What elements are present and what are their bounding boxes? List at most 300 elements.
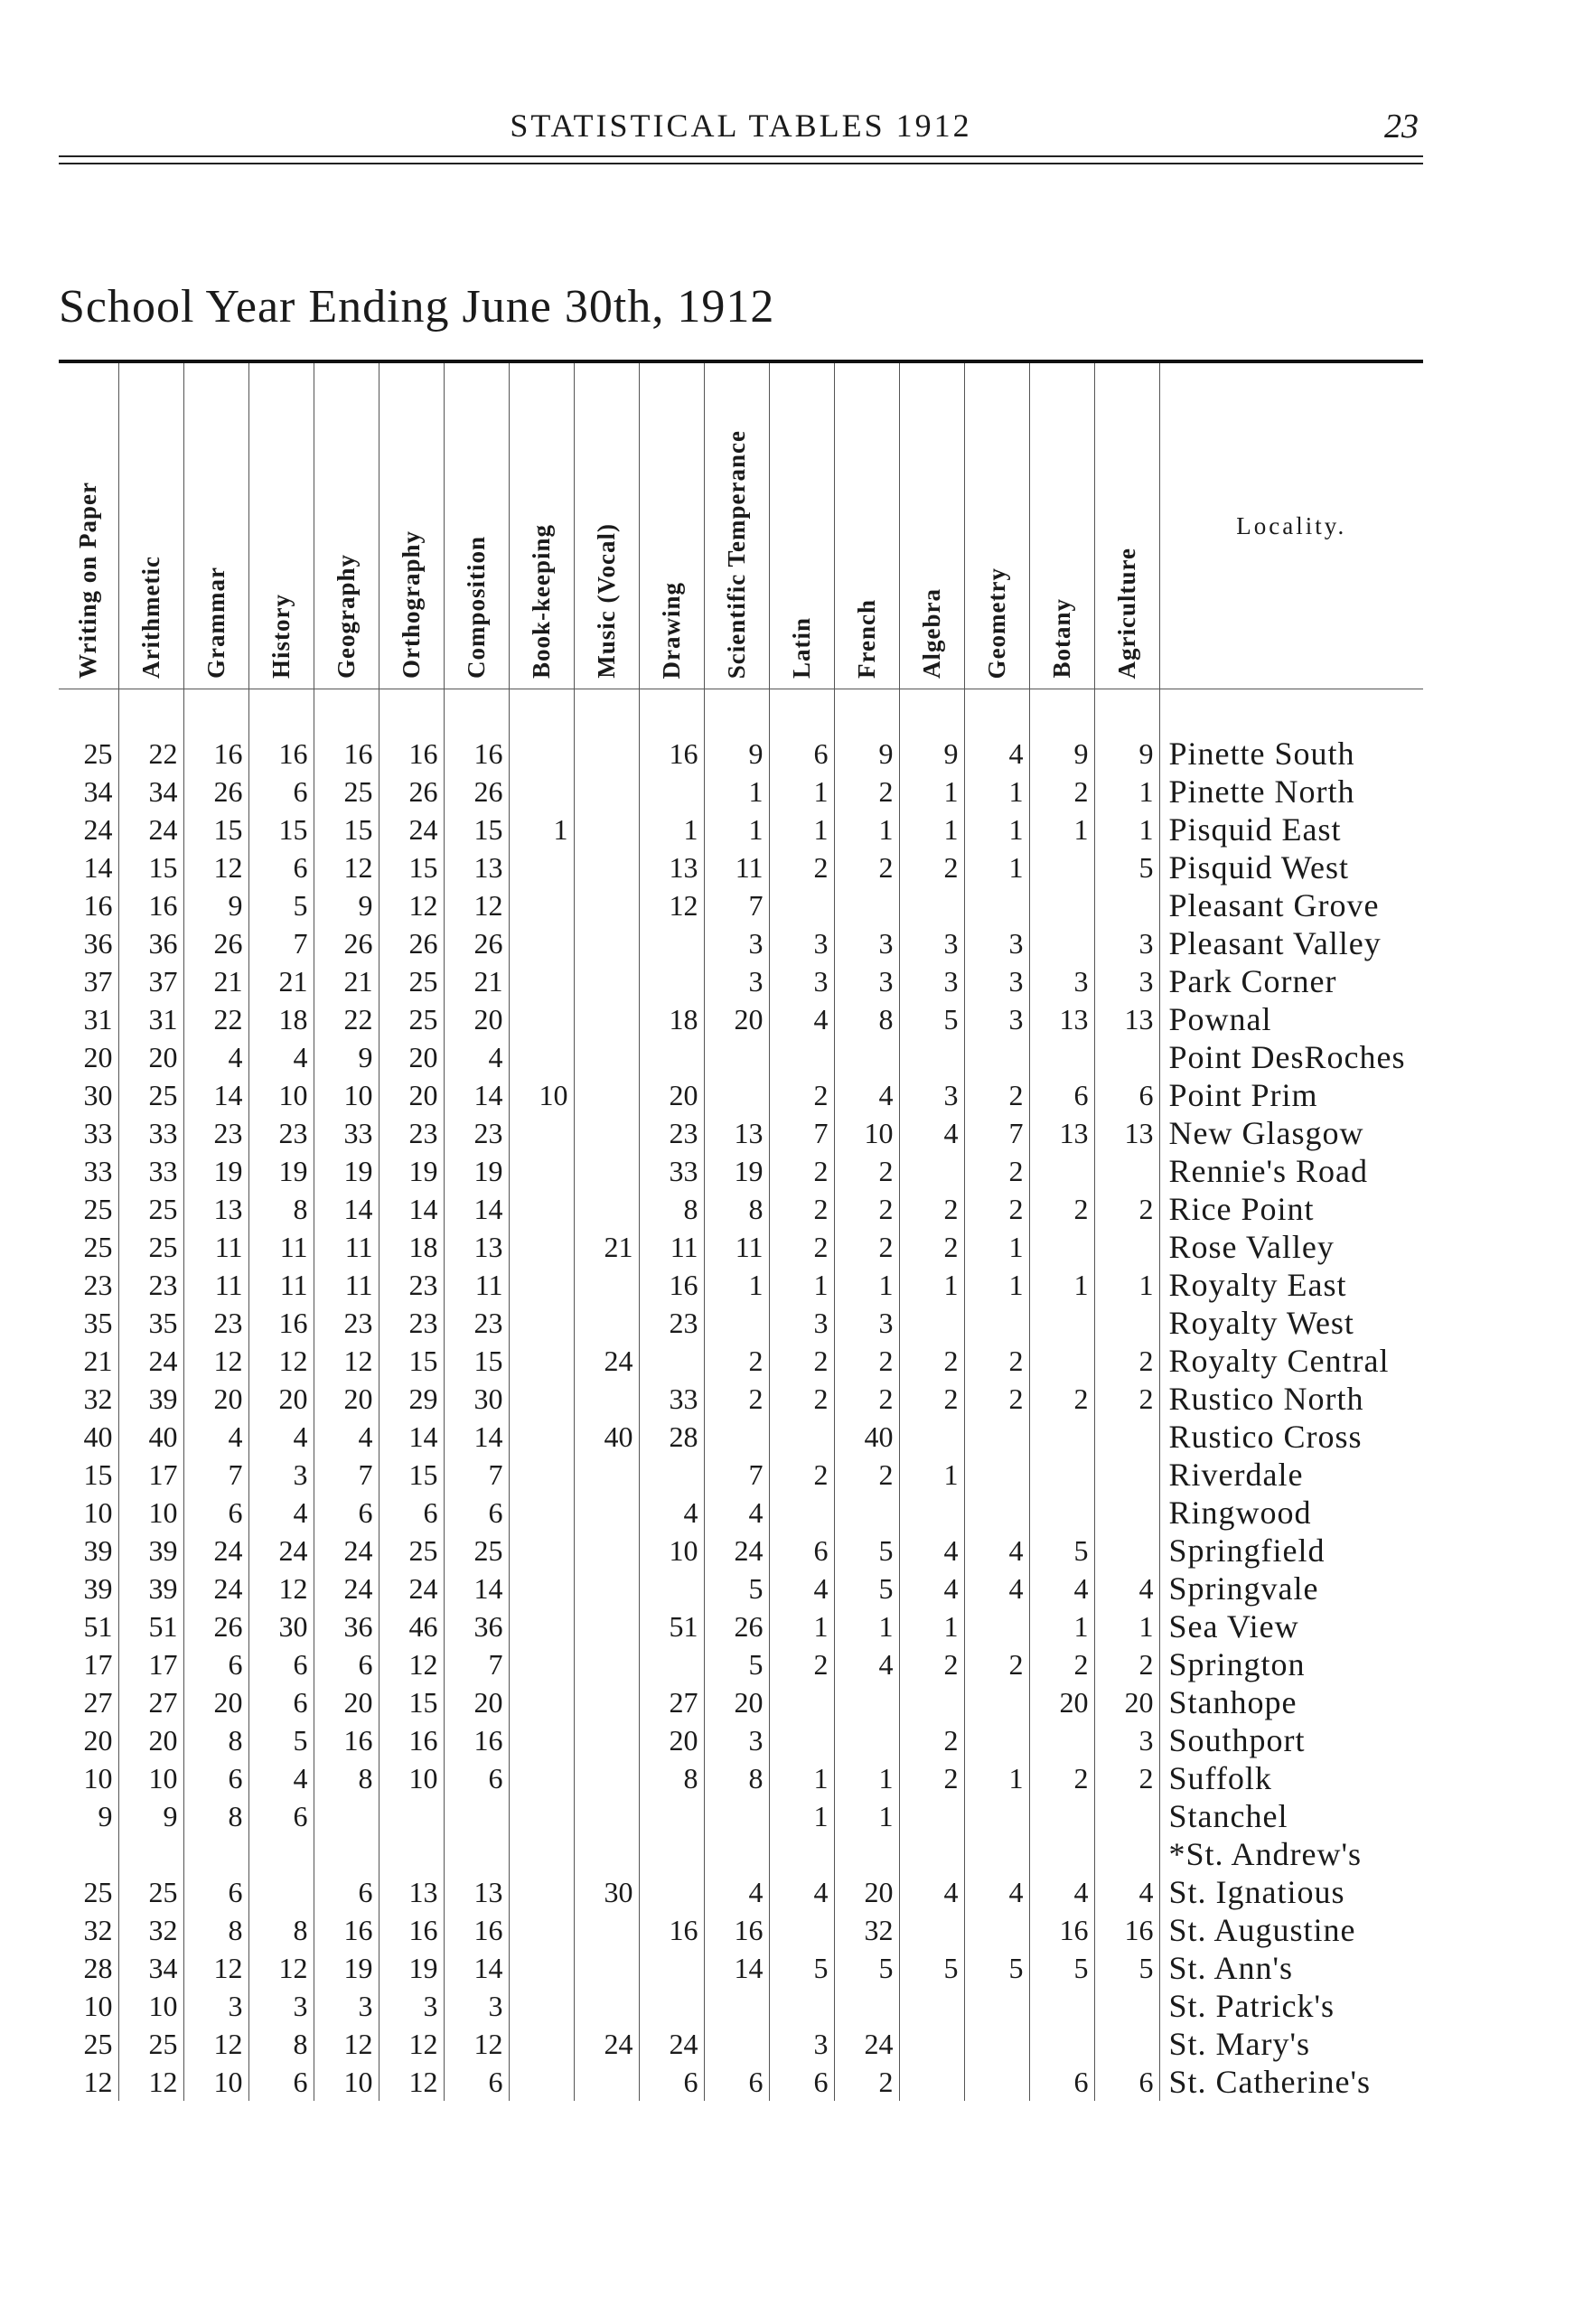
table-cell: 17: [118, 1456, 183, 1494]
table-row: [59, 1532, 1423, 1570]
locality-cell: Springvale: [1159, 1570, 1423, 1607]
table-cell: 6: [769, 2063, 834, 2101]
table-cell: 12: [183, 1342, 248, 1380]
table-cell: [1094, 1418, 1159, 1456]
table-cell: [574, 1076, 639, 1114]
table-cell: 25: [118, 2025, 183, 2063]
table-cell: 12: [183, 1949, 248, 1987]
table-cell: 3: [1094, 962, 1159, 1000]
table-cell: 2: [834, 1228, 899, 1266]
table-cell: 23: [83, 1268, 113, 1301]
table-cell: [1094, 1038, 1159, 1076]
table-cell: [574, 1380, 639, 1418]
table-cell: 1: [769, 1759, 834, 1797]
table-cell: 5: [769, 1949, 834, 1987]
column-header: [899, 361, 964, 689]
table-cell: [704, 2025, 769, 2063]
table-cell: 15: [118, 848, 183, 886]
table-cell: 10: [118, 1987, 183, 2025]
column-header-label: Writing on Paper: [74, 482, 102, 679]
table-cell: [834, 1038, 899, 1076]
locality-cell: Point DesRoches: [1159, 1038, 1423, 1076]
table-cell: 19: [444, 1152, 509, 1190]
table-cell: 18: [639, 1000, 704, 1038]
table-cell: 2: [769, 1152, 834, 1190]
table-cell: 16: [379, 689, 444, 773]
table-cell: 13: [704, 1114, 769, 1152]
table-cell: 13: [183, 1190, 248, 1228]
table-cell: 6: [1094, 2063, 1159, 2101]
table-cell: 20: [444, 1683, 509, 1721]
table-cell: 23: [118, 1266, 183, 1304]
table-cell: 16: [444, 689, 509, 773]
table-cell: 2: [769, 1342, 834, 1380]
table-cell: [964, 1456, 1029, 1494]
table-row: [59, 1000, 1423, 1038]
statistics-table-container: [59, 360, 1423, 2100]
column-header: [183, 361, 248, 689]
table-cell: 2: [1094, 1380, 1159, 1418]
table-cell: [769, 1683, 834, 1721]
table-cell: 35: [83, 1306, 113, 1339]
locality-cell: St. Mary's: [1159, 2025, 1423, 2063]
table-cell: 26: [704, 1607, 769, 1645]
table-cell: 14: [444, 1949, 509, 1987]
table-cell: 2: [964, 1645, 1029, 1683]
table-cell: 20: [314, 1380, 379, 1418]
table-cell: 25: [83, 1192, 113, 1225]
table-cell: [574, 1190, 639, 1228]
table-cell: 26: [379, 773, 444, 811]
table-cell: 11: [704, 1228, 769, 1266]
table-cell: 20: [183, 1683, 248, 1721]
table-cell: 10: [834, 1114, 899, 1152]
table-cell: 3: [964, 962, 1029, 1000]
table-cell: [574, 811, 639, 848]
table-cell: [769, 886, 834, 924]
table-cell: 2: [1094, 1342, 1159, 1380]
table-cell: 10: [83, 1495, 113, 1529]
table-cell: 10: [314, 1076, 379, 1114]
table-cell: 18: [248, 1000, 314, 1038]
table-cell: 40: [83, 1420, 113, 1453]
table-row: [59, 2025, 1423, 2063]
table-cell: 26: [444, 773, 509, 811]
table-cell: 8: [704, 1759, 769, 1797]
table-cell: 11: [183, 1266, 248, 1304]
table-cell: 25: [118, 1190, 183, 1228]
table-cell: 25: [314, 773, 379, 811]
table-cell: 4: [834, 1645, 899, 1683]
table-cell: 9: [98, 1799, 113, 1832]
table-cell: [574, 1570, 639, 1607]
table-cell: 3: [704, 924, 769, 962]
table-cell: [248, 1835, 314, 1873]
table-cell: [1029, 1835, 1094, 1873]
table-cell: [574, 924, 639, 962]
table-cell: 1: [964, 1228, 1029, 1266]
table-cell: 13: [444, 848, 509, 886]
table-cell: 25: [83, 2027, 113, 2060]
locality-cell: Point Prim: [1159, 1076, 1423, 1114]
table-cell: 33: [83, 1116, 113, 1149]
table-cell: 1: [509, 811, 574, 848]
table-cell: 15: [314, 811, 379, 848]
table-cell: 10: [118, 1759, 183, 1797]
table-cell: 1: [899, 1456, 964, 1494]
table-cell: 21: [83, 1344, 113, 1377]
table-cell: 10: [639, 1532, 704, 1570]
locality-cell: Pinette North: [1159, 773, 1423, 811]
table-cell: 26: [183, 924, 248, 962]
table-cell: 8: [314, 1759, 379, 1797]
table-cell: 2: [899, 1342, 964, 1380]
table-cell: 5: [1029, 1949, 1094, 1987]
column-header-label: Agriculture: [1112, 547, 1140, 679]
table-cell: [964, 2063, 1029, 2101]
table-cell: 2: [704, 1342, 769, 1380]
table-cell: 3: [769, 2025, 834, 2063]
table-cell: 2: [834, 1456, 899, 1494]
table-cell: 14: [444, 1076, 509, 1114]
table-cell: 10: [83, 1989, 113, 2022]
table-cell: 4: [964, 689, 1029, 773]
table-cell: 14: [444, 1570, 509, 1607]
table-cell: 15: [379, 1456, 444, 1494]
table-cell: 2: [834, 1190, 899, 1228]
table-cell: 6: [444, 1494, 509, 1532]
table-cell: 3: [379, 1987, 444, 2025]
table-cell: 20: [834, 1873, 899, 1911]
table-cell: [704, 1076, 769, 1114]
table-cell: [1029, 2025, 1094, 2063]
table-cell: 4: [183, 1038, 248, 1076]
table-cell: [314, 1835, 379, 1873]
table-cell: [769, 1911, 834, 1949]
column-header: [834, 361, 899, 689]
table-cell: 4: [1029, 1873, 1094, 1911]
table-cell: 12: [248, 1342, 314, 1380]
table-cell: [964, 886, 1029, 924]
table-cell: 2: [704, 1380, 769, 1418]
table-row: [59, 1987, 1423, 2025]
table-cell: 1: [704, 811, 769, 848]
table-cell: 8: [183, 1797, 248, 1835]
locality-cell: Rennie's Road: [1159, 1152, 1423, 1190]
locality-cell: Pleasant Valley: [1159, 924, 1423, 962]
table-cell: 9: [899, 689, 964, 773]
table-cell: 9: [314, 886, 379, 924]
column-header-label: Arithmetic: [136, 556, 164, 679]
table-cell: 39: [118, 1380, 183, 1418]
table-cell: 19: [183, 1152, 248, 1190]
table-cell: 33: [639, 1380, 704, 1418]
table-cell: [834, 1494, 899, 1532]
table-cell: [574, 1304, 639, 1342]
table-cell: [509, 1038, 574, 1076]
table-cell: 2: [1094, 1645, 1159, 1683]
table-cell: 12: [639, 886, 704, 924]
table-cell: 15: [444, 1342, 509, 1380]
table-cell: 30: [574, 1873, 639, 1911]
table-row: [59, 1456, 1423, 1494]
table-cell: 26: [314, 924, 379, 962]
table-cell: 23: [379, 1304, 444, 1342]
table-cell: 8: [248, 1911, 314, 1949]
table-cell: 23: [183, 1114, 248, 1152]
table-cell: 3: [248, 1987, 314, 2025]
table-cell: 12: [314, 2025, 379, 2063]
column-header-label: Orthography: [397, 529, 425, 679]
table-row: [59, 2063, 1423, 2101]
table-cell: 7: [704, 1456, 769, 1494]
table-cell: 18: [379, 1228, 444, 1266]
table-cell: [509, 1000, 574, 1038]
table-cell: 1: [1094, 1266, 1159, 1304]
table-cell: 1: [639, 811, 704, 848]
table-row: [59, 1873, 1423, 1911]
table-cell: 33: [118, 1114, 183, 1152]
table-cell: 9: [183, 886, 248, 924]
table-cell: 21: [314, 962, 379, 1000]
table-cell: 5: [704, 1645, 769, 1683]
table-cell: [574, 1266, 639, 1304]
table-cell: [1094, 1152, 1159, 1190]
table-cell: [1029, 924, 1094, 962]
table-row: [59, 1190, 1423, 1228]
table-cell: 24: [379, 811, 444, 848]
locality-cell: Royalty East: [1159, 1266, 1423, 1304]
table-cell: 7: [248, 924, 314, 962]
table-cell: [899, 1038, 964, 1076]
header-rule-bottom: [59, 163, 1423, 164]
table-cell: 20: [83, 1723, 113, 1757]
table-cell: 17: [118, 1645, 183, 1683]
table-cell: 36: [314, 1607, 379, 1645]
table-cell: [639, 773, 704, 811]
table-cell: 20: [83, 1040, 113, 1073]
table-cell: 16: [1029, 1911, 1094, 1949]
table-cell: 7: [314, 1456, 379, 1494]
table-cell: 9: [704, 689, 769, 773]
table-cell: [964, 1683, 1029, 1721]
table-cell: 2: [899, 1190, 964, 1228]
table-cell: [964, 1607, 1029, 1645]
table-cell: 6: [704, 2063, 769, 2101]
table-cell: [899, 1304, 964, 1342]
table-cell: 21: [183, 962, 248, 1000]
table-cell: [574, 848, 639, 886]
table-cell: [509, 1456, 574, 1494]
table-cell: 6: [248, 1645, 314, 1683]
table-cell: 37: [118, 962, 183, 1000]
table-cell: [444, 1835, 509, 1873]
table-cell: [1029, 1152, 1094, 1190]
table-cell: 1: [769, 811, 834, 848]
table-cell: 1: [769, 773, 834, 811]
table-cell: 20: [444, 1000, 509, 1038]
table-row: [59, 1570, 1423, 1607]
table-cell: 13: [379, 1873, 444, 1911]
table-row: [59, 1835, 1423, 1873]
table-cell: 13: [1029, 1000, 1094, 1038]
table-cell: 13: [1094, 1114, 1159, 1152]
column-header: [574, 361, 639, 689]
table-cell: [834, 1835, 899, 1873]
table-cell: 2: [769, 1645, 834, 1683]
table-cell: 6: [314, 1494, 379, 1532]
table-cell: [574, 886, 639, 924]
table-cell: 4: [444, 1038, 509, 1076]
locality-cell: Pleasant Grove: [1159, 886, 1423, 924]
table-cell: [509, 2063, 574, 2101]
locality-cell: Sea View: [1159, 1607, 1423, 1645]
table-cell: 16: [639, 1911, 704, 1949]
table-cell: [704, 1987, 769, 2025]
locality-cell: Rustico Cross: [1159, 1418, 1423, 1456]
table-cell: 2: [1029, 1190, 1094, 1228]
column-header-label: Geometry: [982, 567, 1010, 679]
table-cell: [1029, 1228, 1094, 1266]
table-cell: [509, 1759, 574, 1797]
table-cell: 2: [899, 1228, 964, 1266]
table-cell: 12: [183, 848, 248, 886]
table-cell: 1: [964, 811, 1029, 848]
table-cell: [1094, 1987, 1159, 2025]
table-cell: [509, 1873, 574, 1911]
table-cell: [509, 1266, 574, 1304]
table-cell: 40: [834, 1418, 899, 1456]
table-cell: 34: [118, 773, 183, 811]
table-cell: [1029, 1797, 1094, 1835]
column-header-label: Scientific Temperance: [722, 429, 750, 679]
table-cell: 5: [248, 886, 314, 924]
table-cell: 2: [964, 1152, 1029, 1190]
table-cell: [379, 1797, 444, 1835]
column-header: [769, 361, 834, 689]
table-cell: 30: [444, 1380, 509, 1418]
table-cell: 16: [314, 1911, 379, 1949]
table-cell: 24: [248, 1532, 314, 1570]
table-cell: 23: [183, 1304, 248, 1342]
table-cell: 16: [379, 1911, 444, 1949]
table-cell: 11: [314, 1228, 379, 1266]
table-cell: [704, 1418, 769, 1456]
table-cell: 1: [899, 773, 964, 811]
table-cell: 2: [899, 1380, 964, 1418]
running-head: STATISTICAL TABLES 1912: [510, 108, 972, 144]
table-cell: 8: [704, 1190, 769, 1228]
table-cell: 12: [314, 848, 379, 886]
table-cell: 7: [964, 1114, 1029, 1152]
table-cell: [899, 1152, 964, 1190]
table-cell: 39: [83, 1571, 113, 1605]
table-cell: 13: [444, 1228, 509, 1266]
table-cell: 1: [964, 1759, 1029, 1797]
table-cell: 6: [248, 2063, 314, 2101]
table-cell: 4: [704, 1494, 769, 1532]
table-cell: 11: [444, 1266, 509, 1304]
table-cell: [899, 1418, 964, 1456]
table-cell: [574, 1114, 639, 1152]
table-cell: [574, 1152, 639, 1190]
table-row: [59, 1911, 1423, 1949]
table-cell: 17: [83, 1647, 113, 1681]
table-cell: [509, 1532, 574, 1570]
page-number: 23: [1384, 108, 1419, 145]
table-cell: 8: [248, 2025, 314, 2063]
table-cell: 36: [83, 926, 113, 960]
table-cell: 20: [639, 1076, 704, 1114]
table-cell: 3: [899, 1076, 964, 1114]
table-cell: 12: [118, 2063, 183, 2101]
column-header-label: Algebra: [917, 588, 945, 679]
table-cell: 1: [899, 811, 964, 848]
table-cell: 1: [1094, 811, 1159, 848]
table-cell: 39: [83, 1533, 113, 1567]
table-cell: [574, 1683, 639, 1721]
table-cell: 3: [899, 924, 964, 962]
table-cell: 2: [769, 848, 834, 886]
table-row: [59, 1759, 1423, 1797]
table-cell: [574, 1494, 639, 1532]
table-cell: 27: [118, 1683, 183, 1721]
table-cell: 4: [834, 1076, 899, 1114]
table-cell: 5: [248, 1721, 314, 1759]
table-cell: 6: [183, 1494, 248, 1532]
table-cell: [574, 2063, 639, 2101]
table-cell: 3: [834, 924, 899, 962]
locality-cell: St. Ignatious: [1159, 1873, 1423, 1911]
table-cell: [574, 1987, 639, 2025]
table-cell: 2: [769, 1380, 834, 1418]
table-cell: [639, 1342, 704, 1380]
table-cell: 12: [444, 886, 509, 924]
table-cell: [574, 1911, 639, 1949]
table-cell: 15: [83, 1457, 113, 1491]
table-cell: 7: [769, 1114, 834, 1152]
table-cell: 2: [1029, 773, 1094, 811]
table-cell: 20: [183, 1380, 248, 1418]
table-cell: 16: [704, 1911, 769, 1949]
table-cell: 3: [704, 1721, 769, 1759]
table-cell: 6: [1029, 2063, 1094, 2101]
table-cell: [899, 1494, 964, 1532]
table-cell: 9: [118, 1797, 183, 1835]
table-cell: [574, 1835, 639, 1873]
table-cell: 12: [248, 1570, 314, 1607]
table-row: [59, 1494, 1423, 1532]
table-cell: 26: [183, 773, 248, 811]
table-cell: 14: [444, 1190, 509, 1228]
column-header-label: History: [267, 594, 295, 679]
table-cell: 4: [183, 1418, 248, 1456]
table-cell: 2: [769, 1456, 834, 1494]
table-cell: [1029, 1721, 1094, 1759]
column-header: [964, 361, 1029, 689]
table-cell: 3: [248, 1456, 314, 1494]
table-cell: 8: [834, 1000, 899, 1038]
table-cell: 20: [379, 1076, 444, 1114]
table-cell: [639, 1835, 704, 1873]
locality-cell: Pisquid East: [1159, 811, 1423, 848]
table-cell: 24: [118, 811, 183, 848]
table-cell: 5: [704, 1570, 769, 1607]
table-cell: 16: [379, 1721, 444, 1759]
table-cell: 6: [248, 848, 314, 886]
table-row: [59, 1380, 1423, 1418]
table-cell: 12: [444, 2025, 509, 2063]
